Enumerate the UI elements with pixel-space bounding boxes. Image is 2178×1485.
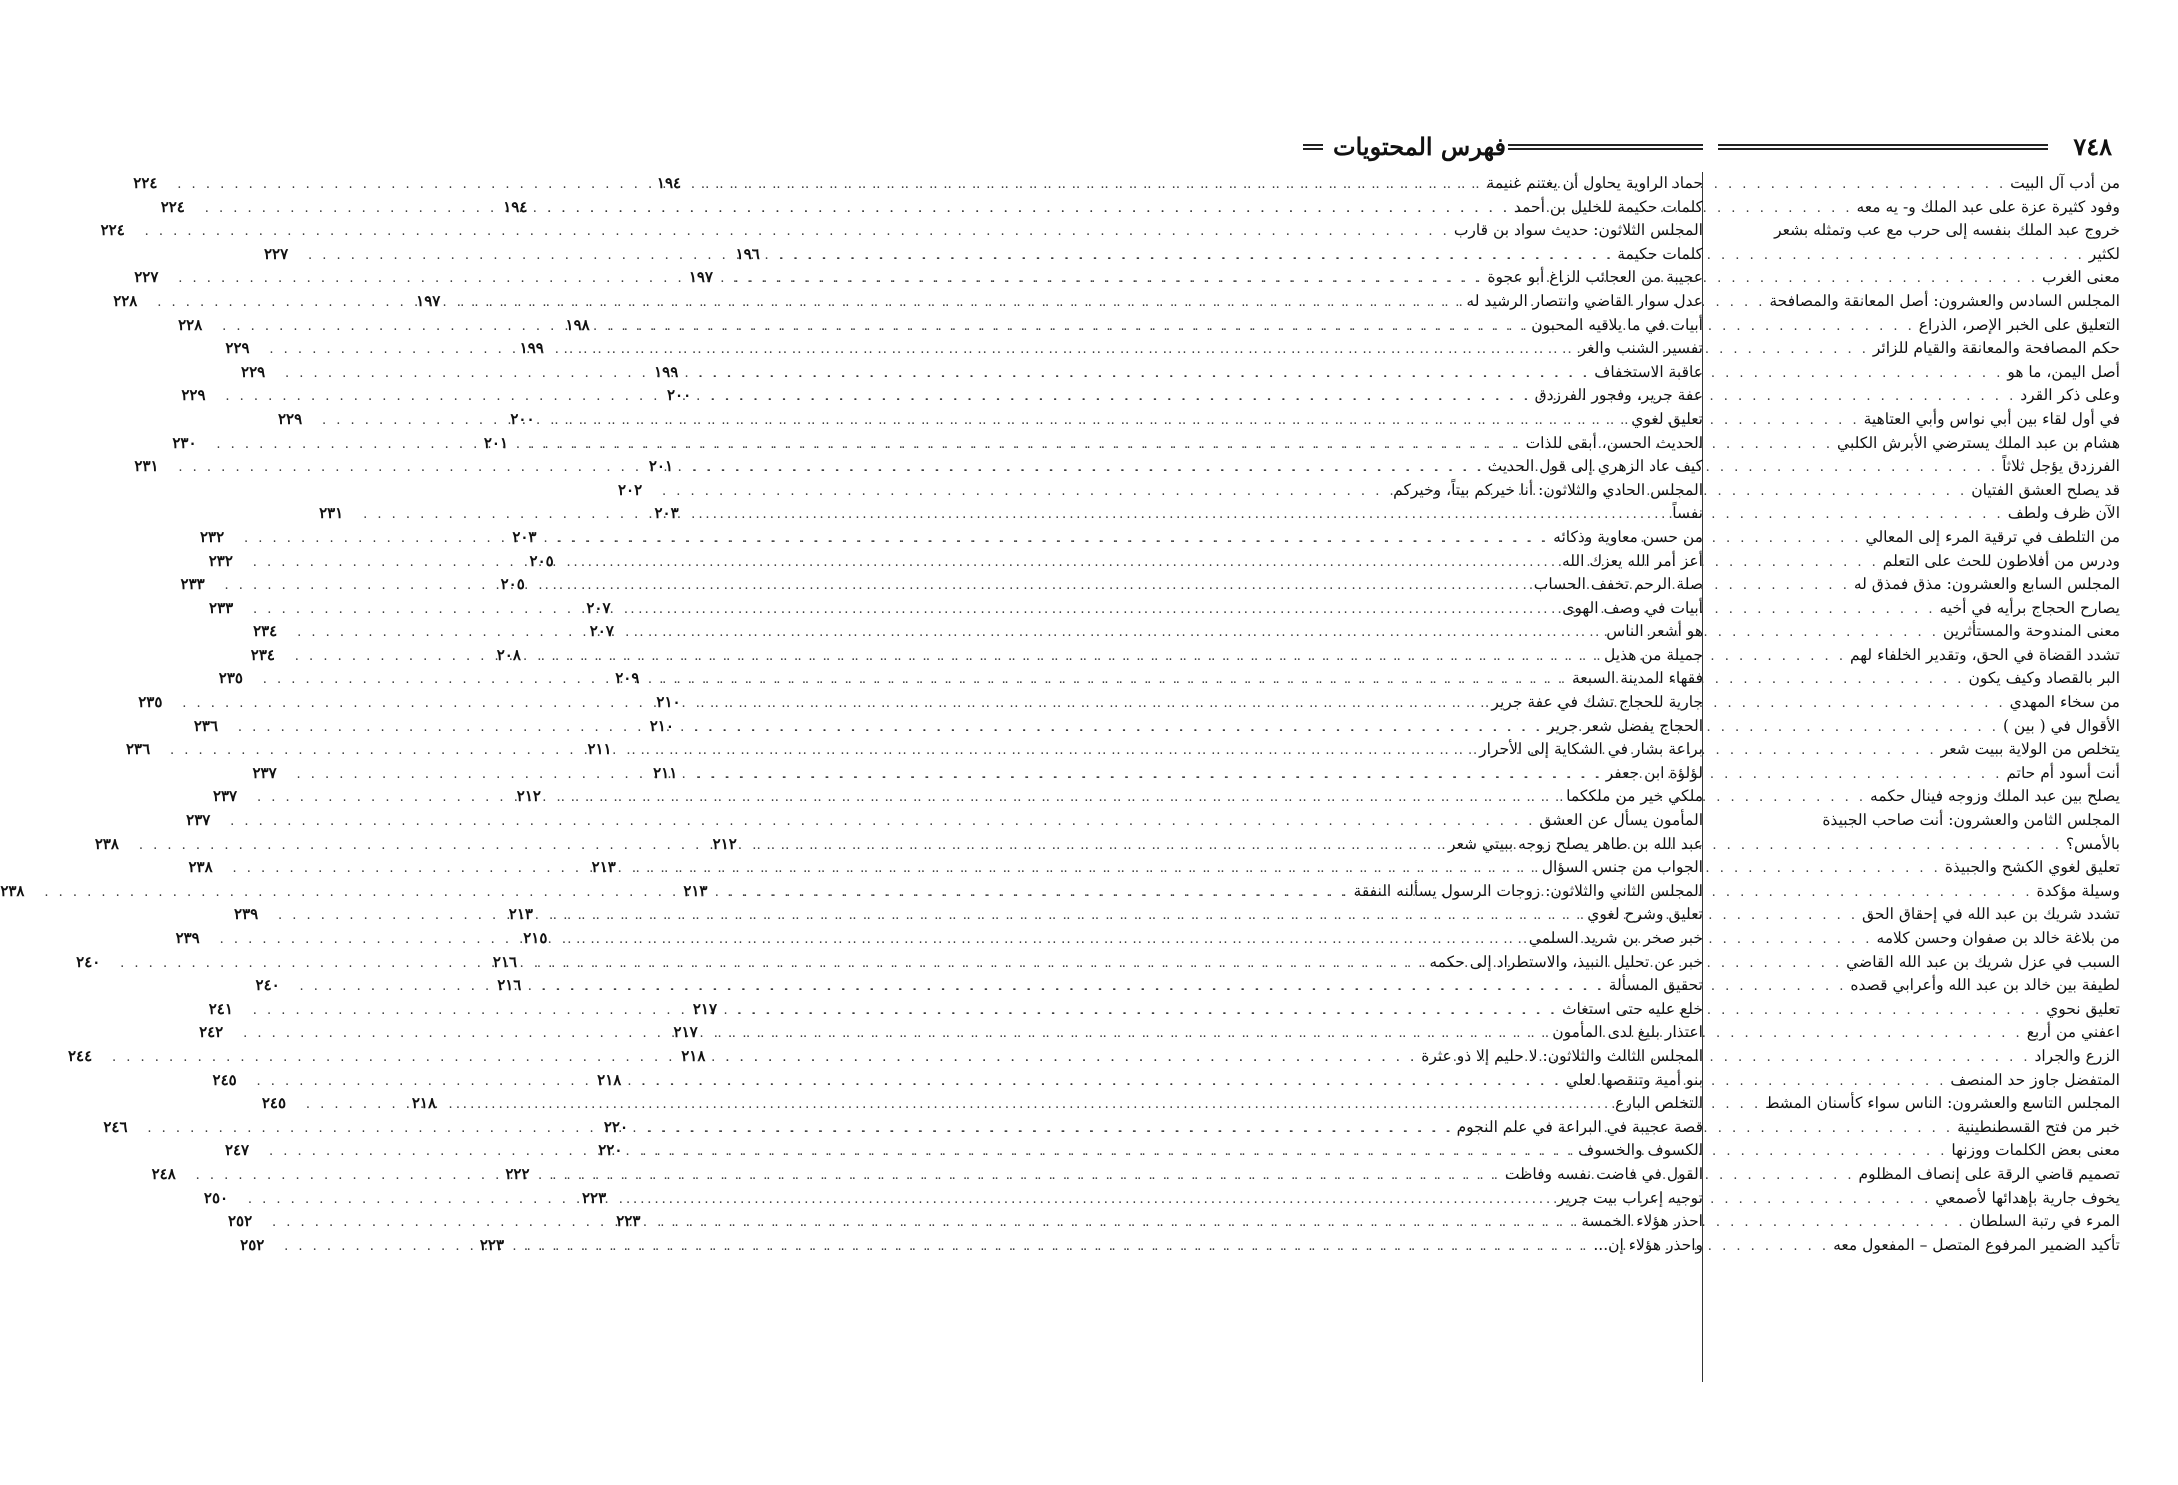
toc-entry-title: من أدب آل البيت [2010, 174, 2120, 192]
toc-leader-dots [221, 385, 1534, 409]
toc-entry-page: ٢٠٩ [615, 669, 640, 688]
toc-entry-title: المجلس الحادي والثلاثون: أنا خيركم بيتاً، وخيركم [1393, 480, 1703, 499]
toc-entry-title: تعليق وشرح لغوي [1587, 905, 1703, 924]
toc-entry-title: يخوف جارية بإهدائها لأصمعي [1935, 1188, 2120, 1207]
toc-entry-page: ٢٣٨ [0, 881, 25, 900]
header-title-area [1303, 130, 1703, 170]
toc-entry-title: الجواب من جنس السؤال [1541, 858, 1703, 877]
toc-entry-page: ٢٢٧ [263, 244, 289, 263]
toc-entry-title: التخلص البارع [1615, 1094, 1703, 1113]
toc-entry [1725, 809, 2120, 833]
toc-entry-title: عدل سوار القاضي وانتصار الرشيد له [1466, 291, 1703, 310]
toc-entry-title: المجلس الثالث والثلاثون: لا حليم إلا ذو عثرة [1421, 1046, 1703, 1065]
toc-entry-page: ٢٢٣ [479, 1235, 505, 1254]
toc-leader-dots [192, 1164, 1505, 1188]
toc-entry-title: لكثير [2088, 244, 2120, 263]
toc-entry-page: ١٩٩ [519, 339, 544, 358]
toc-leader-dots [359, 503, 1672, 527]
toc-leader-dots [239, 1022, 1552, 1046]
toc-leader-dots [174, 267, 1487, 291]
toc-entry-title: معنى بعض الكلمات ووزنها [1951, 1141, 2120, 1160]
toc-entry [1725, 219, 2120, 243]
toc-entry-title: تفسير الشنب والغر [1578, 339, 1703, 358]
toc-entry-page: ٢٣٤ [250, 645, 275, 664]
toc-entry-page: ٢١١ [653, 763, 678, 782]
toc-leader-dots [244, 1188, 1557, 1212]
toc-entry-title: خبر عن تحليل النبيذ، والاستطراد إلى حكمه [1429, 952, 1703, 971]
toc-leader-dots [265, 338, 1578, 362]
toc-entry-title: عاقبة الاستخفاف [1594, 362, 1703, 381]
toc-entry-title: أعز أمر الله يعزك الله [1561, 551, 1703, 570]
toc-leader-dots [108, 1046, 1421, 1070]
toc-entry-title: المجلس التاسع والعشرون: الناس سواء كأسنان المشط [1765, 1094, 2120, 1113]
toc-entry-page: ٢٠١ [483, 433, 508, 452]
toc-entry-page: ٢٠٧ [589, 622, 614, 641]
toc-entry-title: بالأمس؟ [2065, 834, 2120, 853]
toc-entry-page: ٢٢٧ [134, 268, 159, 287]
toc-entry-page: ٢٤٠ [76, 952, 101, 971]
toc-entry-page: ٢١٧ [692, 999, 718, 1018]
toc-entry-title: جارية للحجاج تشك في عفة جرير [1491, 693, 1703, 712]
toc-leader-dots [259, 668, 1572, 692]
toc-entry-title: المتفضل جاوز حد المنصف [1950, 1070, 2120, 1089]
toc-entry-page: ٢٣٧ [212, 787, 238, 806]
toc-entry-page: ٢٤٢ [199, 1023, 224, 1042]
toc-entry-page: ٢٠٠ [666, 386, 692, 405]
toc-leader-dots [274, 904, 1587, 928]
toc-leader-dots [173, 173, 1486, 197]
toc-entry-title: المجلس الثامن والعشرون: أنت صاحب الجبيذة [1822, 811, 2120, 830]
toc-leader-dots [174, 456, 1487, 480]
toc-entry-page: ٢٤٨ [151, 1164, 176, 1183]
toc-entry-title: توجيه إعراب بيت جرير [1557, 1188, 1703, 1207]
toc-leader-dots [293, 621, 1606, 645]
toc-entry-page: ٢١٣ [591, 858, 616, 877]
toc-entry-page: ٢٢٤ [133, 174, 158, 192]
toc-entry-page: ٢٣٦ [125, 740, 151, 759]
toc-entry-title: الحديث الحسن، أبقى للذات [1525, 433, 1703, 452]
toc-leader-dots [291, 645, 1604, 669]
toc-entry-title: تعليق نحوي [2046, 999, 2120, 1018]
toc-leader-dots [318, 409, 1631, 433]
toc-leader-dots [249, 598, 1562, 622]
toc-entry-page: ١٩٧ [416, 291, 441, 310]
toc-entry-title: تشدد القضاة في الحق، وتقدير الخلفاء لهم [1849, 645, 2120, 664]
toc-entry-page: ٢٣١ [319, 504, 344, 523]
toc-entry-page: ٢٢٩ [225, 339, 250, 358]
toc-entry-page: ٢١٠ [656, 693, 681, 712]
toc-leader-dots [226, 810, 1539, 834]
toc-entry-page: ١٩٩ [654, 362, 679, 381]
toc-entry-page: ٢٥٢ [227, 1212, 253, 1231]
toc-entry-title: من سخاء المهدي [2009, 693, 2120, 712]
toc-entry-page: ٢٥٢ [240, 1235, 265, 1254]
toc-entry-title: كلمات حكيمة للخليل بن أحمد [1513, 197, 1703, 216]
toc-entry-page: ٢٤١ [208, 999, 233, 1018]
toc-entry-title: هشام بن عبد الملك يسترضي الأبرش الكلبي [1837, 433, 2120, 452]
header-rule-left-small [1303, 144, 1323, 150]
toc-entry-title: فقهاء المدينة السبعة [1571, 669, 1703, 688]
toc-leader-dots [218, 315, 1531, 339]
toc-entry-title: الزرع والجراد [2034, 1046, 2120, 1065]
toc-entry-page: ٢٠٣ [512, 527, 537, 546]
toc-entry-title: معنى المندوحة والمستأثرين [1942, 622, 2120, 641]
toc-entry-page: ٢١٨ [681, 1046, 706, 1065]
toc-entry-page: ٢١٣ [683, 881, 708, 900]
toc-leader-dots [253, 1070, 1566, 1094]
toc-entry-title: براعة بشار في الشكاية إلى الأحرار [1479, 740, 1703, 759]
toc-entry-page: ٢٤٧ [224, 1141, 250, 1160]
toc-entry-page: ٢٢٩ [181, 386, 206, 405]
toc-entry-page: ٢١٢ [712, 834, 737, 853]
toc-entry-page: ٢٢٩ [241, 362, 266, 381]
toc-entry-page: ٢٤٠ [255, 976, 280, 995]
toc-entry-title: بنو أمية وتنقصها لعلي [1565, 1070, 1703, 1089]
toc-entry-title: من التلطف في ترقية المرء إلى المعالي [1865, 527, 2120, 546]
toc-entry-title: السبب في عزل شريك بن عبد الله القاضي [1846, 952, 2120, 971]
toc-entry-page: ٢٤٦ [103, 1117, 128, 1136]
toc-entry-page: ١٩٤ [503, 197, 528, 216]
toc-entry-title: تعليق لغوي [1631, 409, 1703, 428]
toc-entry-page: ٢٤٤ [67, 1046, 93, 1065]
toc-leader-dots [280, 1235, 1593, 1259]
toc-entry-title: عفة جرير، وفجور الفرزدق [1534, 386, 1703, 405]
toc-entry-page: ٢٣٨ [188, 858, 213, 877]
toc-entry-title: نفساً [1672, 504, 1703, 523]
toc-entry-page: ٢٠٧ [586, 598, 611, 617]
toc-entry-page: ٢٣٧ [186, 811, 211, 830]
toc-leader-dots [216, 928, 1529, 952]
toc-entry-title: الكسوف والخسوف [1578, 1141, 1703, 1160]
page-header [1303, 130, 2118, 170]
toc-entry-title: الحجاج يفضل شعر جرير [1547, 716, 1703, 735]
toc-entry-title: جميلة من هذيل [1604, 645, 1703, 664]
toc-entry-page: ٢٠٣ [654, 504, 679, 523]
toc-leader-dots [304, 244, 1617, 268]
toc-entry-title: خلع عليه حتى استغاث [1561, 999, 1703, 1018]
toc-entry-page: ٢٣١ [134, 457, 159, 476]
toc-entry-title: تصميم قاضي الرقة على إنصاف المظلوم [1858, 1164, 2120, 1183]
toc-entry-page: ٢١٨ [597, 1070, 622, 1089]
toc-entry [100, 219, 1703, 243]
toc-entry-title: خروج عبد الملك بنفسه إلى حرب مع عب وتمثله بشعر [1774, 221, 2120, 240]
toc-entry-title: أنت أسود أم حاتم [2006, 763, 2120, 782]
toc-entry-page: ٢٣٦ [193, 716, 219, 735]
toc-entry-page: ٢٢٣ [581, 1188, 607, 1207]
toc-entry-title: اعفني من أربع [2026, 1023, 2120, 1042]
toc-entry-page: ٢٣٨ [94, 834, 119, 853]
toc-entry-page: ١٩٨ [565, 315, 590, 334]
toc-leader-dots [212, 433, 1525, 457]
toc-entry-title: كيف عاد الزهري إلى قول الحديث [1487, 457, 1703, 476]
toc-entry-title: خبر صخر بن شريد السلمي [1528, 929, 1703, 947]
toc-entry-page: ٢٣٣ [209, 598, 234, 617]
toc-leader-dots [249, 551, 1562, 575]
toc-entry-page: ٢١٢ [516, 787, 541, 806]
toc-entry-title: ملكي خير من ملككما [1566, 787, 1703, 806]
toc-entry-title: المجلس الثاني والثلاثون: زوجات الرسول يسألنه النفقة [1353, 881, 1703, 900]
toc-entry-page: ٢٣٢ [199, 527, 225, 546]
toc-entry-title: احذر هؤلاء الخمسة [1581, 1212, 1703, 1231]
toc-entry-title: أصل اليمن، ما هو [2007, 362, 2120, 381]
toc-entry-title: وعلى ذكر القرد [2020, 386, 2120, 405]
toc-entry-title: المرء في رتبة السلطان [1969, 1212, 2120, 1231]
toc-entry-title: عبد الله بن طاهر يصلح زوجه ببيتي شعر [1448, 834, 1703, 853]
toc-entry-title: ودرس من أفلاطون للحث على التعلم [1882, 551, 2120, 570]
toc-entry-page: ٢٠١ [648, 457, 674, 476]
toc-leader-dots [143, 1117, 1456, 1141]
toc-entry-page: ٢٢٩ [277, 409, 303, 428]
toc-entry-title: المأمون يسأل عن العشق [1539, 811, 1703, 830]
toc-entry-page: ٢١٥ [523, 929, 548, 947]
toc-entry-page: ٢٣٩ [175, 929, 200, 947]
toc-entry-page: ١٩٧ [688, 268, 713, 287]
toc-entry-title: القول في فاضت نفسه وفاظت [1504, 1164, 1703, 1183]
toc-entry-page: ٢٢٤ [160, 197, 185, 216]
toc-entry-title: من بلاغة خالد بن صفوان وحسن كلامه [1876, 929, 2120, 947]
toc-entry-title: حماد الراوية يحاول أن يغتنم غنيمة [1486, 174, 1703, 192]
toc-leader-dots [141, 220, 1454, 244]
toc-entry-page: ٢١٦ [497, 976, 522, 995]
toc-entry-page: ٢٤٥ [261, 1094, 287, 1113]
toc-entry-title: لؤلؤة ابن جعفر [1605, 763, 1703, 782]
page-number: ٧٤٨ [2067, 132, 2118, 161]
toc-leader-dots [116, 952, 1429, 976]
toc-entry-title: البر بالقصاد وكيف يكون [1968, 669, 2120, 688]
toc-entry-page: ١٩٤ [656, 174, 682, 192]
toc-entry-page: ٢٢٢ [505, 1164, 530, 1183]
toc-leader-dots [249, 999, 1562, 1023]
toc-entry-title: أبيات في وصف الهوى [1562, 598, 1703, 617]
toc-entry-title: معنى الغرب [2042, 268, 2120, 287]
page-title: فهرس المحتويات [1327, 132, 1512, 161]
toc-entry-page: ١٩٦ [735, 244, 760, 263]
toc-entry-page: ٢٣٩ [234, 905, 259, 924]
toc-entry-page: ٢٠٢ [617, 480, 643, 499]
toc-entry-page: ٢٣٣ [180, 575, 205, 594]
toc-entry-page: ٢٢٣ [616, 1212, 641, 1231]
toc-entry-title: قد يصلح العشق الفتيان [1971, 480, 2120, 499]
toc-entry-page: ٢١٠ [649, 716, 674, 735]
toc-entry-title: صلة الرحم تخفف الحساب [1533, 575, 1703, 594]
toc-entry-page: ٢٣٥ [138, 693, 163, 712]
toc-leader-dots [240, 527, 1553, 551]
toc-entry-title: واحذر هؤلاء إن... [1593, 1235, 1703, 1254]
toc-entry-title: التعليق على الخبر الإصر، الذراع [1918, 315, 2120, 334]
toc-entry-title: خبر من فتح القسطنطينية [1957, 1117, 2120, 1136]
toc-entry-page: ٢٢٠ [603, 1117, 629, 1136]
toc-entry-page: ٢١٨ [411, 1094, 437, 1113]
toc-entry-page: ٢٢٨ [113, 291, 138, 310]
toc-entry-title: هو أشعر الناس [1606, 622, 1703, 641]
toc-entry-page: ٢٥٠ [203, 1188, 229, 1207]
toc-entry-title: وفود كثيرة عزة على عبد الملك و- يه معه [1856, 197, 2120, 216]
toc-leader-dots [296, 975, 1609, 999]
toc-entry-title: تحقيق المسألة [1608, 976, 1703, 995]
toc-entry-page: ٢٢٨ [178, 315, 203, 334]
toc-entry-title: تأكيد الضمير المرفوع المتصل – المفعول معه [1833, 1235, 2120, 1254]
toc-entry-title: الأقوال في ( بين ) [2002, 716, 2120, 735]
toc-entry-page: ٢٣٤ [253, 622, 278, 641]
toc-entry-title: لطيفة بين خالد بن عبد الله وأعرابي قصده [1850, 976, 2120, 995]
header-page-number-area [1718, 130, 2118, 170]
toc-leader-dots [253, 786, 1566, 810]
toc-leader-dots [135, 834, 1448, 858]
toc-leader-dots [201, 197, 1514, 221]
toc-entry-title: الآن ظرف ولطف [2007, 504, 2120, 523]
toc-entry-title: تشدد شريك بن عبد الله في إحقاق الحق [1862, 905, 2120, 924]
toc-entry-page: ٢٤٥ [212, 1070, 237, 1089]
toc-entry-title: يتخلص من الولاية ببيت شعر [1940, 740, 2120, 759]
toc-leader-dots [265, 1140, 1578, 1164]
toc-entry-page: ٢٣٢ [208, 551, 233, 570]
toc-entry-page: ٢١٣ [508, 905, 533, 924]
toc-entry-page: ٢٠٥ [500, 575, 525, 594]
toc-entry-page: ٢٠٨ [496, 645, 521, 664]
toc-entry-title: قصة عجيبة في البراعة في علم النجوم [1456, 1117, 1703, 1136]
toc-leader-dots [178, 692, 1491, 716]
toc-entry-title: المجلس السادس والعشرون: أصل المعانقة والمصافحة [1769, 291, 2120, 310]
toc-entry-title: وسيلة مؤكدة [2036, 881, 2120, 900]
toc-entry [1308, 479, 1703, 503]
toc-leader-dots [221, 574, 1534, 598]
toc-entry-title: الفرزدق يؤجل ثلاثاً [2002, 457, 2120, 476]
toc-entry-title: في أول لقاء بين أبي نواس وأبي العتاهية [1863, 409, 2120, 428]
toc-entry-page: ٢١٦ [492, 952, 518, 971]
toc-entry-title: أبيات في ما يلاقيه المحبون [1531, 315, 1703, 334]
toc-entry-title: اعتذار بليغ لدى المأمون [1552, 1023, 1703, 1042]
toc-leader-dots [153, 291, 1466, 315]
toc-entry-page: ٢١٧ [673, 1023, 698, 1042]
toc-entry-title: عجيبة من العجائب الزاغ أبو عجوة [1487, 268, 1703, 287]
toc-entry-title: يصارح الحجاج برأيه في أخيه [1939, 598, 2120, 617]
toc-entry-page: ٢٣٠ [172, 433, 197, 452]
toc-entry [186, 809, 1703, 833]
header-rule-right [1718, 144, 2048, 150]
toc-leader-dots [292, 763, 1605, 787]
toc-leader-dots [302, 1093, 1615, 1117]
toc-entry-title: المجلس الثلاثون: حديث سواد بن قارب [1453, 221, 1703, 240]
toc-entry-page: ٢٣٧ [252, 763, 277, 782]
toc-leader-dots [229, 857, 1542, 881]
toc-leader-dots [234, 716, 1547, 740]
toc-leader-dots [40, 881, 1353, 905]
toc-entry-title: تعليق لغوي الكشح والجبيذة [1944, 858, 2120, 877]
toc-entry-title: يصلح بين عبد الملك وزوجه فينال حكمه [1870, 787, 2120, 806]
toc-entry-page: ٢٠٥ [529, 551, 554, 570]
toc-entry-page: ٢٣٥ [218, 669, 243, 688]
header-rule-left [1508, 144, 1703, 150]
toc-entry-page: ٢٠٠ [510, 409, 535, 428]
toc-entry-title: حكم المصافحة والمعانقة والقيام للزائر [1872, 339, 2120, 358]
toc-leader-dots [281, 362, 1594, 386]
toc-leader-dots [166, 739, 1479, 763]
toc-entry-page: ٢١١ [587, 740, 612, 759]
toc-entry-page: ٢٢٠ [598, 1141, 623, 1160]
toc-entry-title: من حسن معاوية وذكائه [1553, 527, 1703, 546]
toc-entry-title: المجلس السابع والعشرون: مذق فمذق له [1853, 575, 2120, 594]
toc-entry-title: كلمات حكيمة [1617, 244, 1703, 263]
toc-entry-page: ٢٢٤ [100, 221, 125, 240]
toc-leader-dots [268, 1211, 1581, 1235]
